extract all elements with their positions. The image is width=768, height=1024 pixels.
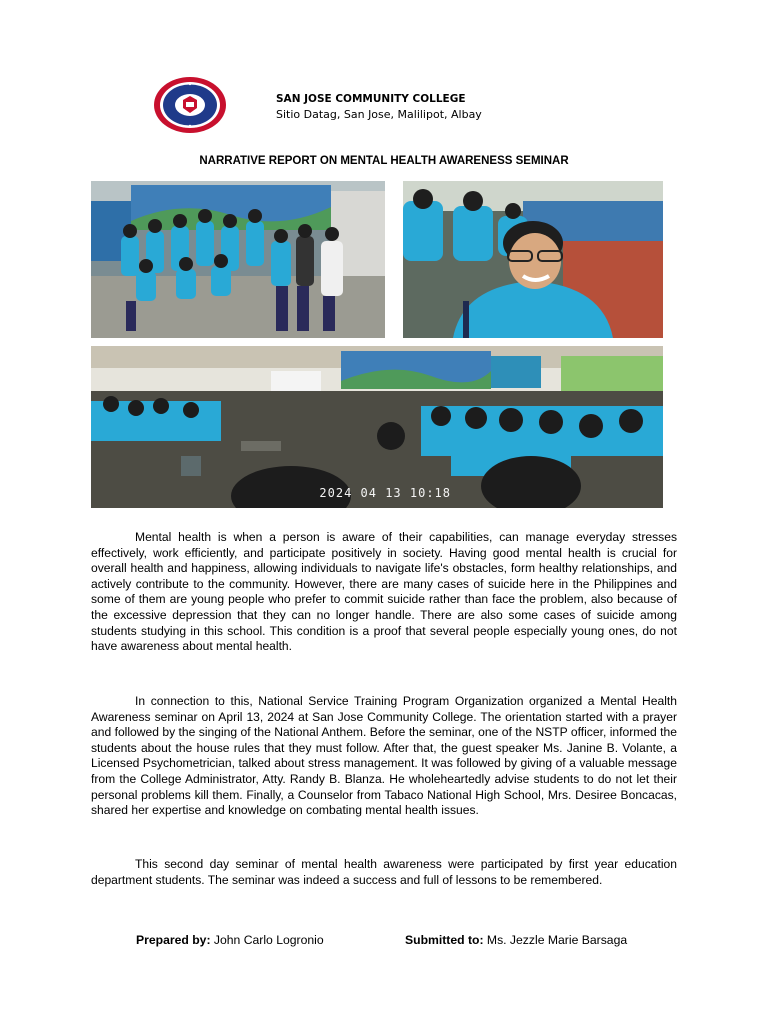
- submitted-name: Ms. Jezzle Marie Barsaga: [483, 933, 628, 947]
- college-header: [276, 91, 482, 123]
- report-title: NARRATIVE REPORT ON MENTAL HEALTH AWARENESS SEMINAR: [199, 155, 569, 167]
- paragraph-1: [91, 530, 677, 655]
- paragraph-text: This second day seminar of mental health awareness were participated by first year education department students. The seminar was indeed a success and full of lessons to be remembered.: [91, 857, 677, 887]
- paragraph-2: [91, 694, 677, 819]
- college-name: SAN JOSE COMMUNITY COLLEGE: [276, 93, 466, 105]
- submitted-label: Submitted to:: [405, 933, 484, 947]
- prepared-label: Prepared by:: [136, 933, 211, 947]
- prepared-name: John Carlo Logronio: [210, 933, 324, 947]
- submitted-to: [405, 933, 627, 947]
- college-address: Sitio Datag, San Jose, Malilipot, Albay: [276, 108, 482, 121]
- college-logo: [153, 76, 227, 134]
- audience-photo: [91, 346, 663, 508]
- selfie-photo: [403, 181, 663, 338]
- prepared-by: [136, 933, 324, 947]
- paragraph-text: Mental health is when a person is aware of their capabilities, can manage everyday stresses effectively, work efficiently, and participate positively in society. Having good mental health is crucial for overall health and happiness, allowing individuals to navigate life's obstacles, form healthy relationships, and actively contribute to the community. However, there are many cases of suicide here in the Philippines and some of them are young people who prefer to commit suicide rather than face the problem, also because of the excessive depression that they can no longer handle. There are also some cases of suicide among students studying in this school. This condition is a proof that several people especially young ones, do not have awareness about mental health.: [91, 530, 677, 654]
- photo-timestamp: 2024 04 13 10:18: [319, 486, 451, 500]
- group-photo: [91, 181, 385, 338]
- paragraph-text: In connection to this, National Service Training Program Organization organized a Mental Health Awareness seminar on April 13, 2024 at San Jose Community College. The orientation started with a prayer and followed by the singing of the National Anthem. Before the seminar, one of the NSTP officer, informed the students about the house rules that they must follow. After that, the guest speaker Ms. Janine B. Volante, a Licensed Psychometrician, talked about stress management. It was followed by giving of a valuable message from the College Administrator, Atty. Randy B. Blanza. He wholeheartedly advise students to do not let their personal problems kill them. Finally, a Counselor from Tabaco National High School, Mrs. Desiree Boncacas, shared her expertise and knowledge on combating mental health issues.: [91, 694, 677, 818]
- paragraph-3: [91, 857, 677, 888]
